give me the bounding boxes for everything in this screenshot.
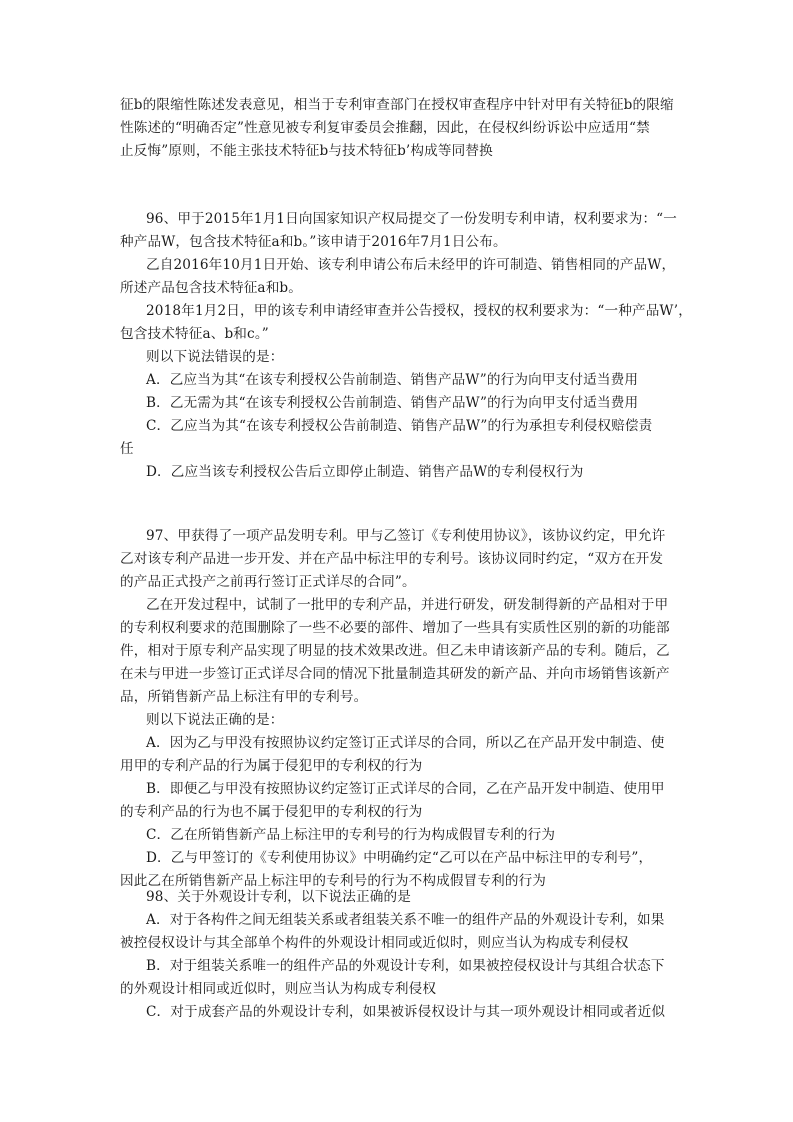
question-97-stem-line: 的产品正式投产之前再行签订正式详尽的合同”。 (120, 574, 416, 590)
question-97-stem-line: 乙在开发过程中，试制了一批甲的专利产品，并进行研发，研发制得新的产品相对于甲 (146, 597, 669, 613)
question-97-stem-line: 的专利权利要求的范围删除了一些不必要的部件、增加了一些具有实质性区别的新的功能部 (120, 620, 670, 636)
question-97-stem-line: 97、甲获得了一项产品发明专利。甲与乙签订《专利使用协议》，该协议约定，甲允许 (146, 528, 666, 544)
question-97 (120, 525, 676, 893)
question-97-stem-line: 品，所销售新产品上标注有甲的专利号。 (120, 689, 368, 705)
question-97-option-c: C．乙在所销售新产品上标注甲的专利号的行为构成假冒专利的行为 (146, 827, 556, 843)
text-line: 征b的限缩性陈述发表意见，相当于专利审查部门在授权审查程序中针对甲有关特征b的限缩 (120, 97, 674, 113)
question-98-option-a: A．对于各构件之间无组装关系或者组装关系不唯一的组件产品的外观设计专利，如果 (146, 912, 665, 928)
question-96-option-c-cont: 任 (120, 441, 134, 457)
question-98-option-b-cont: 的外观设计相同或近似时，则应当认为构成专利侵权 (120, 981, 437, 997)
question-96-prompt: 则以下说法错误的是： (146, 349, 284, 365)
question-96 (120, 208, 693, 484)
question-96-stem-line: 种产品W，包含技术特征a和b。”该申请于2016年7月1日公布。 (120, 234, 507, 250)
question-97-option-b-cont: 的专利产品的行为也不属于侵犯甲的专利权的行为 (120, 804, 423, 820)
question-97-prompt: 则以下说法正确的是： (146, 712, 284, 728)
question-97-stem-line: 件，相对于原专利产品实现了明显的技术效果改进。但乙未申请该新产品的专利。随后，乙 (120, 643, 670, 659)
question-97-stem-line: 乙对该专利产品进一步开发、并在产品中标注甲的专利号。该协议同时约定，“双方在开发 (120, 551, 664, 567)
question-97-option-a-cont: 用甲的专利产品的行为属于侵犯甲的专利权的行为 (120, 758, 423, 774)
question-98-stem-line: 98、关于外观设计专利，以下说法正确的是 (146, 889, 411, 905)
question-98-option-a-cont: 被控侵权设计与其全部单个构件的外观设计相同或近似时，则应当认为构成专利侵权 (120, 935, 629, 951)
text-line: 止反悔”原则，不能主张技术特征b与技术特征b’构成等同替换 (120, 143, 493, 159)
question-96-stem-line: 所述产品包含技术特征a和b。 (120, 280, 303, 296)
question-96-option-b: B．乙无需为其“在该专利授权公告前制造、销售产品W”的行为向甲支付适当费用 (146, 395, 639, 411)
question-96-option-d: D．乙应当该专利授权公告后立即停止制造、销售产品W的专利侵权行为 (146, 464, 584, 480)
intro-paragraph (120, 94, 676, 163)
question-96-stem-line: 包含技术特征a、b和c。” (120, 326, 269, 342)
question-98-option-b: B．对于组装关系唯一的组件产品的外观设计专利，如果被控侵权设计与其组合状态下 (146, 958, 665, 974)
question-96-stem-line: 96、甲于2015年1月1日向国家知识产权局提交了一份发明专利申请，权利要求为：“一 (146, 211, 678, 227)
question-96-option-c: C．乙应当为其“在该专利授权公告前制造、销售产品W”的行为承担专利侵权赔偿责 (146, 418, 653, 434)
question-97-option-d-cont: 因此乙在所销售新产品上标注甲的专利号的行为不构成假冒专利的行为 (120, 873, 547, 889)
question-97-option-d: D．乙与甲签订的《专利使用协议》中明确约定“乙可以在产品中标注甲的专利号”， (146, 850, 653, 866)
question-96-stem-line: 2018年1月2日，甲的该专利申请经审查并公告授权，授权的权利要求为：“一种产品W’， (146, 303, 693, 319)
question-97-option-b: B．即便乙与甲没有按照协议约定签订正式详尽的合同，乙在产品开发中制造、使用甲 (146, 781, 665, 797)
question-97-option-a: A．因为乙与甲没有按照协议约定签订正式详尽的合同，所以乙在产品开发中制造、使 (146, 735, 665, 751)
question-98 (120, 886, 676, 1024)
question-96-option-a: A．乙应当为其“在该专利授权公告前制造、销售产品W”的行为向甲支付适当费用 (146, 372, 639, 388)
question-98-option-c: C．对于成套产品的外观设计专利，如果被诉侵权设计与其一项外观设计相同或者近似 (146, 1004, 666, 1020)
text-line: 性陈述的“明确否定”性意见被专利复审委员会推翻，因此，在侵权纠纷诉讼中应适用“禁 (120, 120, 650, 136)
question-96-stem-line: 乙自2016年10月1日开始、该专利申请公布后未经甲的许可制造、销售相同的产品W， (146, 257, 676, 273)
question-97-stem-line: 在未与甲进一步签订正式详尽合同的情况下批量制造其研发的新产品、并向市场销售该新产 (120, 666, 670, 682)
